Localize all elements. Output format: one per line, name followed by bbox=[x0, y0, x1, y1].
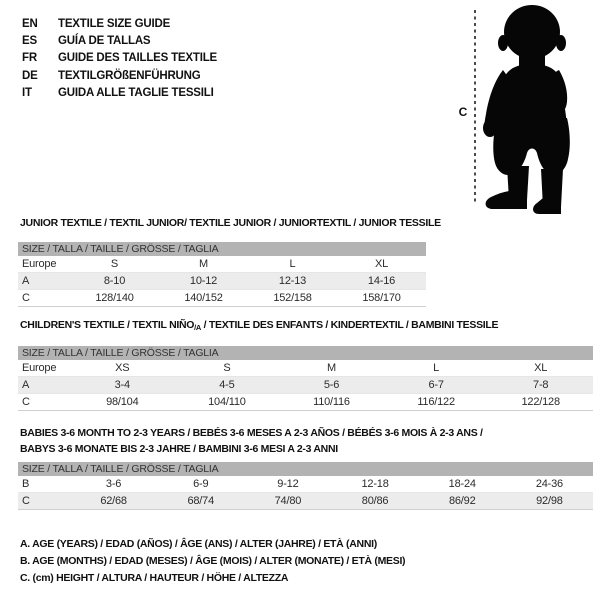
language-code: ES bbox=[22, 34, 37, 47]
row-label: A bbox=[22, 379, 30, 391]
title-line: BABYS 3-6 MONATE BIS 2-3 JAHRE / BAMBINI 3-6 MESI A 2-3 ANNI bbox=[20, 442, 338, 455]
table-header-babies: SIZE / TALLA / TAILLE / GRÖSSE / TAGLIA bbox=[18, 462, 593, 476]
size-cell: 5-6 bbox=[323, 379, 340, 391]
size-cell: 62/68 bbox=[100, 495, 127, 507]
language-label: GUIDA ALLE TAGLIE TESSILI bbox=[58, 86, 214, 99]
size-cell: 10-12 bbox=[189, 275, 218, 287]
language-code: EN bbox=[22, 17, 38, 30]
size-cell: 122/128 bbox=[521, 396, 560, 408]
size-cell: 74/80 bbox=[274, 495, 302, 507]
footnote-c: C. (cm) HEIGHT / ALTURA / HAUTEUR / HÖHE / ALTEZZA bbox=[20, 571, 289, 584]
row-label: C bbox=[22, 495, 30, 507]
size-cell: 110/116 bbox=[313, 396, 350, 408]
size-cell: 158/170 bbox=[362, 292, 401, 304]
footnotes bbox=[20, 536, 405, 586]
size-cell: XS bbox=[115, 362, 130, 374]
row-label: C bbox=[22, 292, 30, 304]
size-cell: 152/158 bbox=[273, 292, 312, 304]
size-cell: 92/98 bbox=[536, 495, 563, 507]
row-label: Europe bbox=[22, 362, 57, 374]
section-title-babies bbox=[20, 426, 483, 457]
table-row bbox=[18, 476, 593, 493]
size-cell: XL bbox=[374, 258, 389, 270]
size-cell: 14-16 bbox=[367, 275, 396, 287]
table-row bbox=[18, 256, 426, 273]
row-label: C bbox=[22, 396, 30, 408]
size-cell: 98/104 bbox=[106, 396, 139, 408]
size-cell: M bbox=[327, 362, 336, 374]
footnote-b: B. AGE (MONTHS) / EDAD (MESES) / ÂGE (MOIS) / ALTER (MONATE) / ETÀ (MESI) bbox=[20, 554, 406, 567]
title-text: / TEXTILE DES ENFANTS / KINDERTEXTIL / BAMBINI TESSILE bbox=[201, 319, 499, 331]
title-text: CHILDREN'S TEXTILE / TEXTIL NIÑO bbox=[20, 319, 195, 331]
section-title-children bbox=[20, 318, 498, 336]
title-subscript: /A bbox=[194, 323, 202, 332]
row-label: B bbox=[22, 478, 30, 490]
size-cell: 18-24 bbox=[448, 478, 476, 490]
size-cell: S bbox=[223, 362, 231, 374]
table-header-junior: SIZE / TALLA / TAILLE / GRÖSSE / TAGLIA bbox=[18, 242, 426, 256]
size-cell: 4-5 bbox=[219, 379, 235, 391]
size-cell: 140/152 bbox=[184, 292, 223, 304]
language-code: IT bbox=[22, 86, 32, 99]
size-cell: 128/140 bbox=[95, 292, 134, 304]
table-header-children: SIZE / TALLA / TAILLE / GRÖSSE / TAGLIA bbox=[18, 346, 593, 360]
language-label: TEXTILGRÖßENFÜHRUNG bbox=[58, 69, 201, 82]
size-cell: 6-9 bbox=[193, 478, 209, 490]
title-line: BABIES 3-6 MONTH TO 2-3 YEARS / BEBÉS 3-6 MESES A 2-3 AÑOS / BÉBÉS 3-6 MOIS À 2-3 ANS / bbox=[20, 427, 483, 439]
junior-size-table bbox=[18, 242, 426, 307]
baby-silhouette-icon bbox=[455, 2, 600, 215]
language-code: FR bbox=[22, 52, 37, 65]
size-cell: 24-36 bbox=[535, 478, 563, 490]
size-cell: 3-6 bbox=[105, 478, 122, 490]
size-cell: 68/74 bbox=[187, 495, 214, 507]
table-row bbox=[18, 394, 593, 411]
language-label: GUIDE DES TAILLES TEXTILE bbox=[58, 52, 217, 65]
size-cell: XL bbox=[534, 362, 548, 374]
size-cell: 116/122 bbox=[417, 396, 455, 408]
language-list bbox=[22, 15, 217, 101]
size-cell: L bbox=[433, 362, 440, 374]
language-label: TEXTILE SIZE GUIDE bbox=[58, 17, 171, 30]
children-size-table bbox=[18, 346, 593, 411]
size-cell: 104/110 bbox=[208, 396, 246, 408]
table-row bbox=[18, 273, 426, 290]
language-label: GUÍA DE TALLAS bbox=[58, 34, 151, 47]
size-cell: 9-12 bbox=[277, 478, 299, 490]
footnote-a: A. AGE (YEARS) / EDAD (AÑOS) / ÂGE (ANS) / ALTER (JAHRE) / ETÀ (ANNI) bbox=[20, 538, 377, 550]
size-cell: S bbox=[110, 258, 119, 270]
height-measure-label: C bbox=[458, 105, 468, 119]
size-cell: 12-13 bbox=[278, 275, 307, 287]
table-row bbox=[18, 377, 593, 394]
table-row bbox=[18, 290, 426, 307]
language-code: DE bbox=[22, 69, 38, 82]
section-title-junior: JUNIOR TEXTILE / TEXTIL JUNIOR/ TEXTILE JUNIOR / JUNIORTEXTIL / JUNIOR TESSILE bbox=[20, 217, 441, 229]
size-cell: 8-10 bbox=[103, 275, 126, 287]
size-cell: 7-8 bbox=[533, 379, 549, 391]
size-cell: M bbox=[199, 258, 208, 270]
row-label: Europe bbox=[22, 258, 57, 270]
table-row bbox=[18, 493, 593, 510]
size-cell: 6-7 bbox=[428, 379, 444, 391]
table-row bbox=[18, 360, 593, 377]
size-cell: 86/92 bbox=[448, 495, 476, 507]
size-cell: 12-18 bbox=[361, 478, 389, 490]
babies-size-table bbox=[18, 462, 593, 510]
size-cell: 3-4 bbox=[114, 379, 130, 391]
row-label: A bbox=[22, 275, 30, 287]
size-cell: L bbox=[289, 258, 296, 270]
size-cell: 80/86 bbox=[361, 495, 389, 507]
